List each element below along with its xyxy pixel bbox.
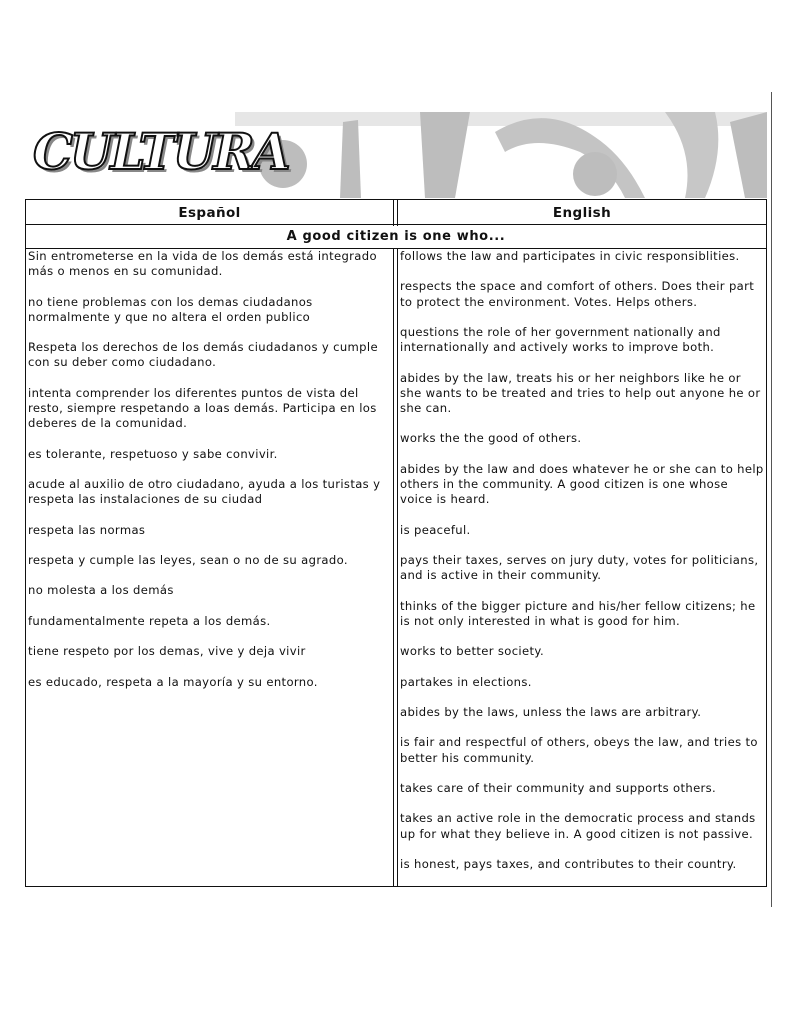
- english-entry: pays their taxes, serves on jury duty, votes for politicians, and is active in their community.: [400, 552, 759, 583]
- spanish-entry: respeta las normas: [28, 522, 146, 537]
- english-entry: thinks of the bigger picture and his/her fellow citizens; he is not only interested in what is good for him.: [400, 598, 756, 628]
- english-entry: is peaceful.: [400, 522, 471, 537]
- column-divider-left: [393, 200, 394, 886]
- spanish-entry: fundamentalmente repeta a los demás.: [28, 613, 271, 628]
- header-english: English: [552, 205, 612, 221]
- english-entry: works to better society.: [400, 644, 544, 659]
- english-column: [400, 249, 764, 887]
- spanish-entry: Respeta los derechos de los demás ciudadanos y cumple con su deber como ciudadano.: [28, 340, 378, 370]
- page-edge-rule: [771, 92, 772, 907]
- english-entry: questions the role of her government nationally and internationally and actively works to improve both.: [400, 324, 721, 355]
- spanish-entry: no tiene problemas con los demas ciudadanos normalmente y que no altera el orden publico: [28, 294, 313, 324]
- spanish-entry: Sin entrometerse en la vida de los demás está integrado más o menos en su comunidad.: [28, 249, 377, 279]
- english-entry: is honest, pays taxes, and contributes to their country.: [400, 856, 737, 871]
- header-rule-1: [26, 224, 766, 225]
- header-spanish: Español: [178, 205, 241, 221]
- column-divider-right: [397, 200, 398, 886]
- english-entry: follows the law and participates in civic responsiblities.: [400, 249, 740, 263]
- spanish-entry: es educado, respeta a la mayoría y su entorno.: [28, 674, 318, 689]
- english-entry: takes an active role in the democratic process and stands up for what they believe in. A good citizen is not passive.: [400, 811, 756, 841]
- english-entry: partakes in elections.: [400, 674, 532, 689]
- english-entry: takes care of their community and supports others.: [400, 780, 717, 795]
- spanish-entry: respeta y cumple las leyes, sean o no de su agrado.: [28, 552, 348, 567]
- english-entry: abides by the law and does whatever he or she can to help others in the community. A good citizen is one whose voice is heard.: [400, 461, 764, 507]
- subheading: A good citizen is one who...: [26, 226, 766, 248]
- spanish-entry: acude al auxilio de otro ciudadano, ayuda a los turistas y respeta las instalaciones de su ciudad: [28, 476, 381, 507]
- english-entry: respects the space and comfort of others. Does their part to protect the environment. Votes. Helps others.: [400, 279, 755, 309]
- cultura-banner: [25, 112, 767, 198]
- spanish-entry: intenta comprender los diferentes puntos de vista del resto, siempre respetando a loas demás. Participa en los deberes de la comunidad.: [28, 385, 377, 431]
- english-entry: abides by the laws, unless the laws are arbitrary.: [400, 704, 702, 719]
- english-entry: abides by the law, treats his or her neighbors like he or she wants to be treated and tries to help out anyone he or she can.: [400, 370, 761, 415]
- english-entry: works the the good of others.: [400, 431, 582, 446]
- citizen-table: [25, 199, 767, 887]
- spanish-entry: es tolerante, respetuoso y sabe convivir.: [28, 446, 278, 461]
- spanish-column: [28, 249, 390, 705]
- cultura-logo: CULTURA: [33, 122, 288, 181]
- spanish-entry: no molesta a los demás: [28, 583, 174, 598]
- spanish-entry: tiene respeto por los demas, vive y deja vivir: [28, 644, 306, 659]
- english-entry: is fair and respectful of others, obeys the law, and tries to better his community.: [400, 735, 758, 765]
